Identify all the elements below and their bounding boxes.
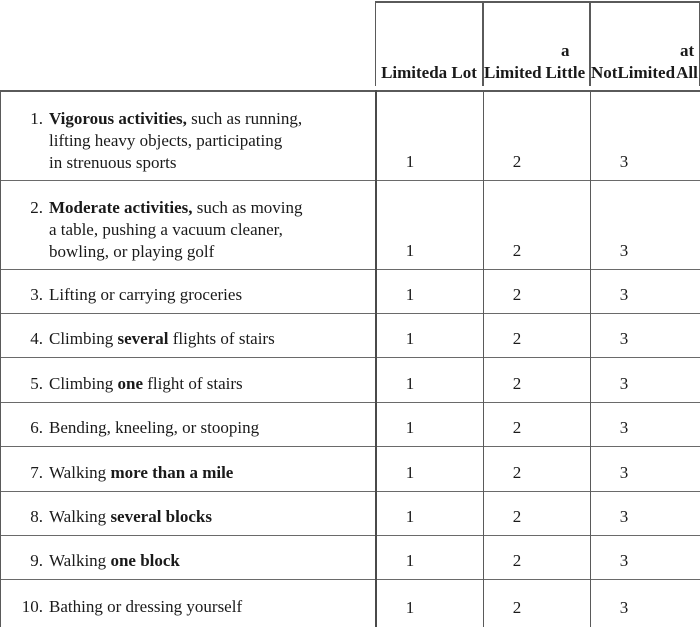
item-emphasis: Moderate activities, [49,198,193,217]
item-segment: flights of stairs [168,329,275,348]
item-segment: lifting heavy objects, participating [49,131,283,150]
column-header-line: Limited [617,63,676,82]
item-line [11,329,275,348]
response-code[interactable]: 2 [512,418,522,437]
table-row [1,492,700,536]
response-code[interactable]: 3 [619,507,629,526]
response-code[interactable]: 1 [405,329,415,348]
item-segment: Bathing or dressing yourself [49,597,243,616]
item-segment: Climbing [49,374,118,393]
item-segment: Bending, kneeling, or stooping [49,418,260,437]
response-code[interactable]: 2 [512,507,522,526]
item-text [11,417,371,439]
item-emphasis: Vigorous activities, [49,109,187,128]
table-row [1,314,700,358]
table-row [1,403,700,447]
item-text [11,328,371,350]
item-segment: Walking [49,551,111,570]
item-line [11,219,371,241]
item-segment: bowling, or playing golf [49,242,215,261]
item-text [11,284,371,306]
response-code[interactable]: 3 [619,598,629,617]
response-code[interactable]: 1 [405,551,415,570]
response-code[interactable]: 2 [512,463,522,482]
item-number: 3. [30,285,43,304]
item-segment: Climbing [49,329,118,348]
response-code[interactable]: 1 [405,418,415,437]
item-line [11,507,212,526]
item-number: 2. [30,198,43,217]
response-code[interactable]: 1 [405,285,415,304]
column-header-limited-a-little [483,2,590,86]
response-code[interactable]: 2 [512,551,522,570]
table-body [0,90,700,627]
item-line [11,597,242,616]
response-code[interactable]: 1 [405,374,415,393]
item-line [11,463,233,482]
item-text [11,506,371,528]
item-line [11,152,371,174]
column-divider [590,90,591,627]
column-header-not-limited-at-all [590,2,700,86]
item-line [11,418,259,437]
item-number: 1. [30,109,43,128]
column-header-limited-a-lot [375,2,483,86]
item-number: 6. [30,418,43,437]
item-line [11,285,242,304]
item-segment: Walking [49,463,111,482]
item-segment: such as running, [186,109,303,128]
item-segment: such as moving [192,198,303,217]
column-divider [375,90,377,627]
item-emphasis: one block [110,551,180,570]
column-divider [483,90,484,627]
item-emphasis: several [117,329,169,348]
response-code[interactable]: 2 [512,374,522,393]
item-number: 4. [30,329,43,348]
item-number: 7. [30,463,43,482]
response-code[interactable]: 1 [405,598,415,617]
table-row [1,181,700,270]
response-code[interactable]: 3 [619,285,629,304]
item-line [11,374,243,393]
item-number: 8. [30,507,43,526]
response-code[interactable]: 3 [619,374,629,393]
item-emphasis: one [117,374,143,393]
item-line [11,551,180,570]
table-row [1,447,700,492]
item-emphasis: several blocks [110,507,212,526]
column-header-line: Limited [484,63,542,82]
response-code[interactable]: 3 [619,152,629,171]
response-code[interactable]: 1 [405,241,415,260]
item-segment: flight of stairs [142,374,243,393]
item-segment: Lifting or carrying groceries [49,285,243,304]
item-line [11,241,371,263]
table-row [1,92,700,181]
table-row [1,580,700,627]
item-line [11,108,371,130]
response-code[interactable]: 3 [619,463,629,482]
item-line [11,197,371,219]
response-code[interactable]: 1 [405,152,415,171]
response-code[interactable]: 2 [512,152,522,171]
item-segment: a table, pushing a vacuum cleaner, [49,220,283,239]
column-header-line: a Little [545,41,586,82]
response-code[interactable]: 3 [619,329,629,348]
response-code[interactable]: 3 [619,418,629,437]
item-text [11,462,371,484]
item-text [11,373,371,395]
item-segment: in strenuous sports [49,153,177,172]
table-row [1,536,700,580]
item-segment: Walking [49,507,111,526]
column-header-line: a Lot [438,63,477,82]
item-number: 10. [21,597,43,616]
item-number: 5. [30,374,43,393]
response-code[interactable]: 1 [405,507,415,526]
item-text [11,550,371,572]
column-header-line: Not [591,63,618,82]
table-row [1,270,700,314]
response-code[interactable]: 1 [405,463,415,482]
item-text [11,108,371,174]
item-text [11,596,371,618]
response-code[interactable]: 2 [512,285,522,304]
response-code[interactable]: 2 [512,329,522,348]
column-header-line: at All [676,41,698,82]
item-number: 9. [30,551,43,570]
item-emphasis: more than a mile [110,463,234,482]
response-code[interactable]: 3 [619,551,629,570]
item-text [11,197,371,263]
column-header-line: Limited [381,63,439,82]
response-code[interactable]: 3 [619,241,629,260]
response-code[interactable]: 2 [512,241,522,260]
response-code[interactable]: 2 [512,598,522,617]
item-line [11,130,371,152]
table-row [1,358,700,403]
